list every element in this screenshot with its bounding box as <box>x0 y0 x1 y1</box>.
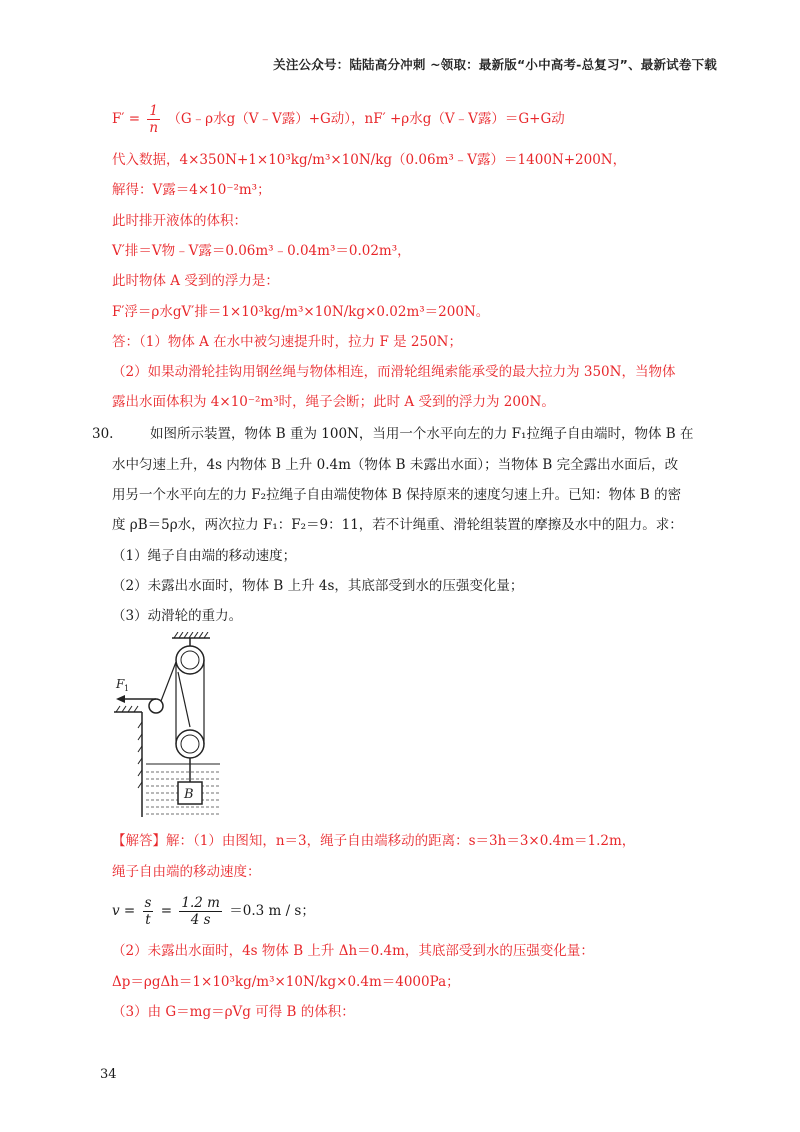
force-subscript: 1 <box>124 684 130 693</box>
fraction-distance-over-time: $\frac{1.2 m}{4 s}$ <box>181 895 220 928</box>
solution-line: F′浮＝ρ水gV′排＝1×10³kg/m³×10N/kg×0.02m³＝200N。 <box>112 304 490 320</box>
pulley-figure <box>112 632 232 824</box>
question-text: 度 ρB＝5ρ水，两次拉力 F₁：F₂＝9：11，若不计绳重、滑轮组装置的摩擦及水中的阻力。求： <box>112 517 683 533</box>
formula-lhs: F′ = <box>112 111 141 127</box>
velocity-result: ＝0.3 m / s； <box>229 903 315 919</box>
solution-line: 此时排开液体的体积： <box>112 213 247 229</box>
page-header: 关注公众号：陆陆高分冲刺 ~领取：最新版“小中高考-总复习”、最新试卷下载 <box>273 57 717 72</box>
force-label: F <box>116 677 125 691</box>
answer-line: Δp＝ρgΔh＝1×10³kg/m³×10N/kg×0.4m＝4000Pa； <box>112 974 460 990</box>
question-text: 用另一个水平向左的力 F₂拉绳子自由端使物体 B 保持原来的速度匀速上升。已知：物体 B 的密 <box>112 487 682 503</box>
question-part: （3）动滑轮的重力。 <box>112 608 243 624</box>
answer-line: （2）如果动滑轮挂钩用钢丝绳与物体相连，而滑轮组绳索能承受的最大拉力为 350N，当物体 <box>112 364 676 380</box>
velocity-formula: v = $\frac{s}{t}$ = $\frac{1.2 m}{4 s}$ ＝0.3 m / s； <box>112 895 315 928</box>
answer-line: （2）未露出水面时，4s 物体 B 上升 Δh＝0.4m，其底部受到水的压强变化量： <box>112 943 594 959</box>
answer-line: 露出水面体积为 4×10⁻²m³时，绳子会断；此时 A 受到的浮力为 200N。 <box>112 394 555 410</box>
question-part: （2）未露出水面时，物体 B 上升 4s，其底部受到水的压强变化量； <box>112 578 524 594</box>
answer-line: （3）由 G＝mg＝ρVg 可得 B 的体积： <box>112 1004 355 1020</box>
question-text: 如图所示装置，物体 B 重为 100N，当用一个水平向左的力 F₁拉绳子自由端时，物体 B 在 <box>150 426 694 442</box>
formula-line-1 <box>112 103 565 136</box>
solution-line: V′排＝V物﹣V露＝0.06m³﹣0.04m³＝0.02m³， <box>112 243 411 259</box>
solution-line: 解得：V露＝4×10⁻²m³； <box>112 182 271 198</box>
answer-line: 答：（1）物体 A 在水中被匀速提升时，拉力 F 是 250N； <box>112 334 462 350</box>
fraction-s-over-t: $\frac{s}{t}$ <box>144 895 152 928</box>
solution-line: 代入数据，4×350N+1×10³kg/m³×10N/kg（0.06m³﹣V露）＝1400N+200N， <box>112 152 627 168</box>
answer-line: 绳子自由端的移动速度： <box>112 864 261 880</box>
block-label: B <box>184 787 194 802</box>
solution-line: 此时物体 A 受到的浮力是： <box>112 273 279 289</box>
formula-rhs: （G﹣ρ水g（V﹣V露）+G动），nF′ +ρ水g（V﹣V露）＝G+G动 <box>167 111 565 127</box>
pulley-diagram <box>112 632 232 824</box>
question-number: 30. <box>92 426 114 442</box>
question-part: （1）绳子自由端的移动速度； <box>112 548 297 564</box>
page-number: 34 <box>100 1067 117 1082</box>
fraction-one-over-n: $\frac{1}{n}$ <box>149 103 159 136</box>
answer-line: 【解答】解：（1）由图知，n＝3，绳子自由端移动的距离：s＝3h＝3×0.4m＝1.2m， <box>112 833 636 849</box>
velocity-lhs: v = <box>112 903 136 919</box>
question-text: 水中匀速上升，4s 内物体 B 上升 0.4m（物体 B 未露出水面）；当物体 B 完全露出水面后，改 <box>112 457 679 473</box>
